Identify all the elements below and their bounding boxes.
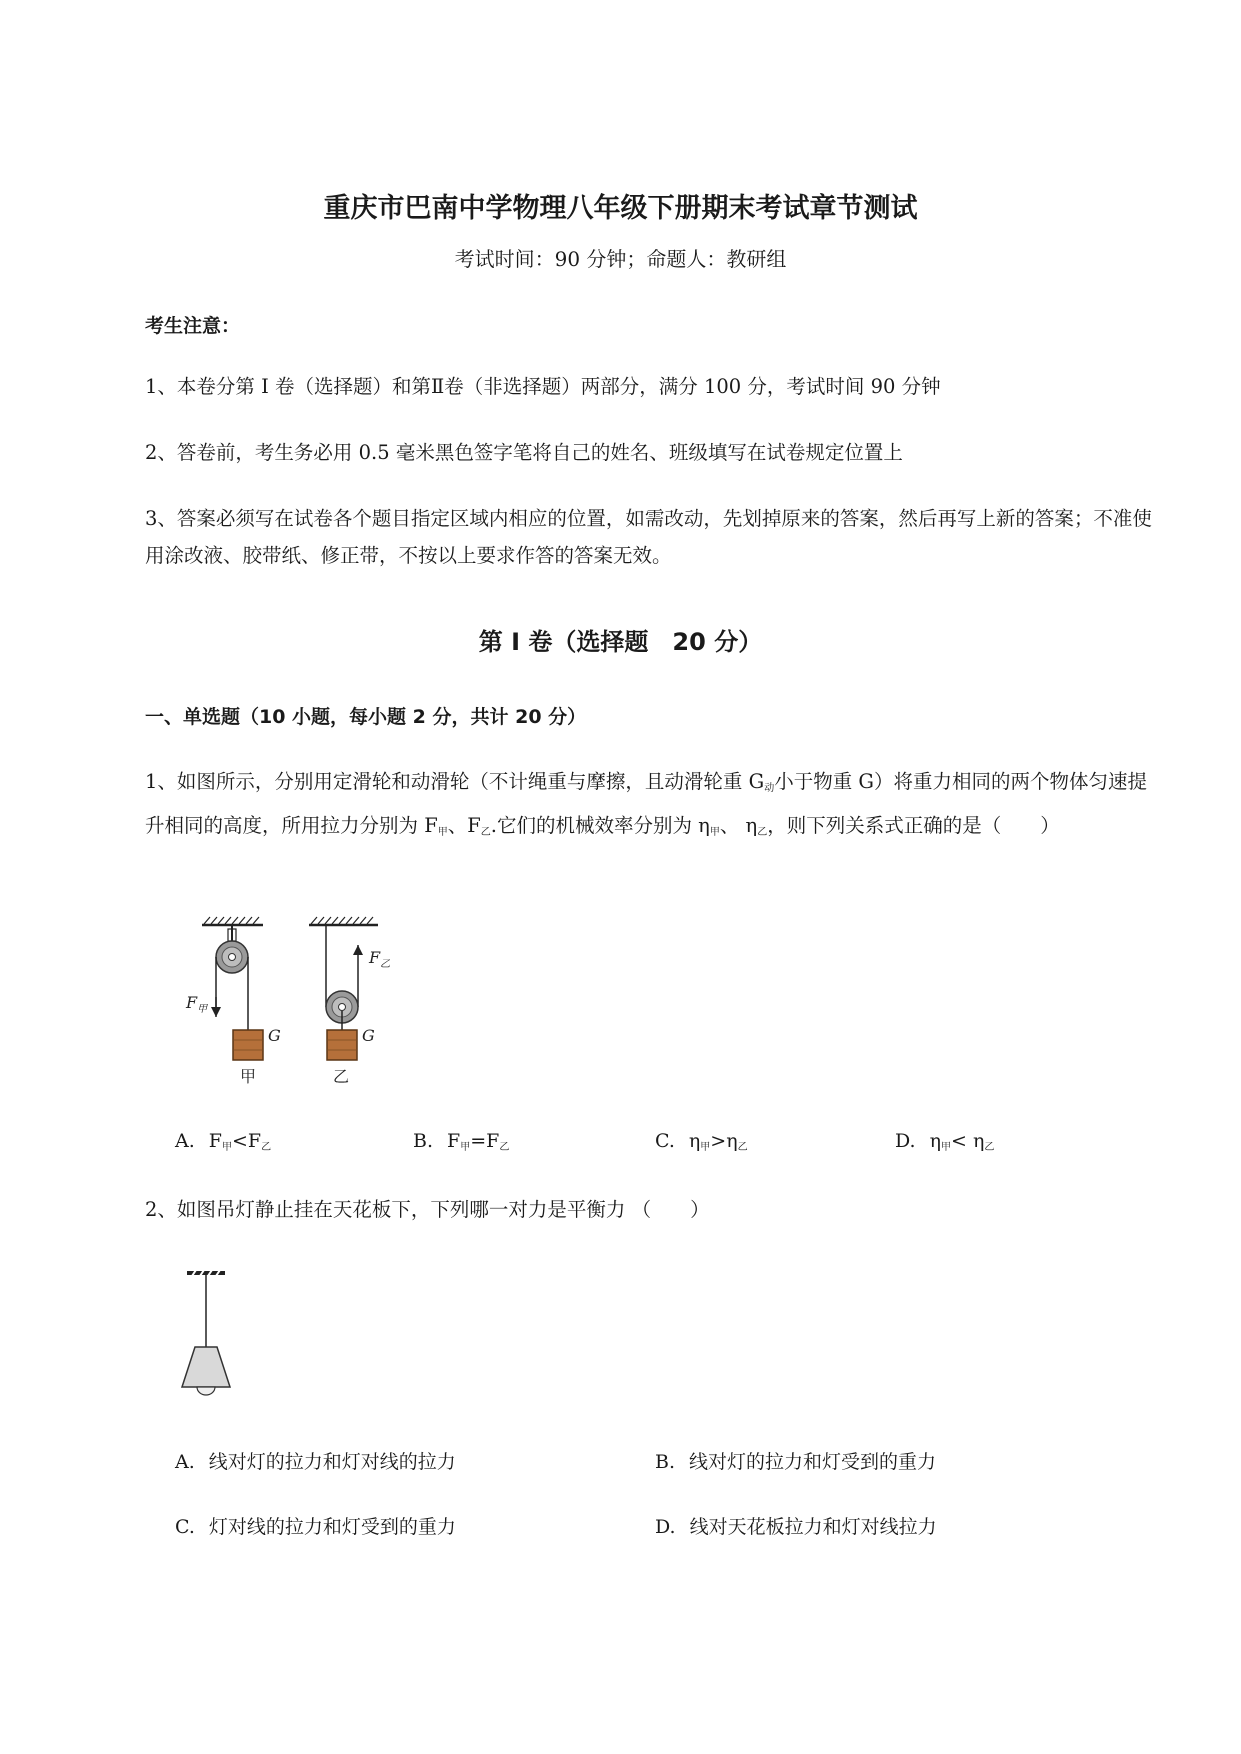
lamp-shade-icon [182, 1347, 230, 1387]
force-arrow-icon [211, 1007, 221, 1017]
q1-text: 小于物重 G）将重力相同的两个物体匀速提升相同的高度，所用拉力分别为 F [145, 770, 1147, 837]
q1-option-b[interactable]: B. $F_甲=F_乙$ [413, 1130, 510, 1153]
question-2-stem: 2、如图吊灯静止挂在天花板下，下列哪一对力是平衡力 （ ） [145, 1198, 710, 1221]
notice-item-3: 3、答案必须写在试卷各个题目指定区域内相应的位置，如需改动，先划掉原来的答案，然后再写上新的答案；不准使用涂改液、胶带纸、修正带，不按以上要求作答的答案无效。 [145, 507, 1152, 567]
q1-text: 、F [447, 814, 481, 837]
section-title: 第 I 卷（选择题 20 分） [478, 628, 763, 656]
question-1-stem [145, 763, 1155, 851]
weight-block [327, 1030, 357, 1060]
q1-subscript: 甲 [437, 827, 448, 838]
exam-subtitle: 考试时间：90 分钟；命题人：教研组 [454, 247, 787, 271]
q1-text: .它们的机械效率分别为 η [490, 814, 710, 837]
figure-label-yi: 乙 [333, 1067, 350, 1086]
q1-option-a[interactable]: A. $F_甲<F_乙$ [175, 1130, 272, 1153]
q1-subscript: 乙 [757, 827, 768, 838]
q1-subscript: 甲 [709, 827, 720, 838]
q1-subscript: 乙 [480, 827, 491, 838]
q1-option-c[interactable]: C. $\eta_甲>\eta_乙$ [655, 1130, 748, 1153]
q1-text: 、 η [719, 814, 758, 837]
q2-option-d[interactable]: D. 线对天花板拉力和灯对线拉力 [655, 1516, 937, 1538]
q2-option-a[interactable]: A. 线对灯的拉力和灯对线的拉力 [175, 1451, 456, 1473]
weight-block [233, 1030, 263, 1060]
q1-text: ，则下列关系式正确的是（ ） [767, 814, 1060, 837]
page-title: 重庆市巴南中学物理八年级下册期末考试章节测试 [323, 193, 918, 224]
light-bulb-icon [197, 1387, 215, 1395]
force-label-left: $F_甲$ [186, 993, 208, 1015]
force-label-right: $F_乙$ [369, 948, 391, 970]
figure-label-jia: 甲 [240, 1067, 257, 1086]
fixed-pulley-diagram [185, 917, 281, 1086]
pulley-figure [180, 905, 440, 1090]
notice-heading: 考生注意： [145, 315, 241, 337]
movable-pulley-diagram [309, 917, 390, 1086]
part-heading: 一、单选题（10 小题，每小题 2 分，共计 20 分） [145, 706, 587, 728]
hanging-lamp-figure [175, 1265, 250, 1400]
q1-subscript: 动 [764, 783, 775, 794]
notice-item-2: 2、答卷前，考生务必用 0.5 毫米黑色签字笔将自己的姓名、班级填写在试卷规定位置上 [145, 441, 903, 464]
q1-option-d[interactable]: D. $\eta_甲< \eta_乙$ [895, 1130, 995, 1153]
weight-label-left: G [268, 1026, 281, 1045]
q2-option-b[interactable]: B. 线对灯的拉力和灯受到的重力 [655, 1451, 937, 1473]
q1-text: 1、如图所示，分别用定滑轮和动滑轮（不计绳重与摩擦，且动滑轮重 G [145, 770, 765, 793]
force-arrow-icon [353, 945, 363, 955]
notice-item-1: 1、本卷分第 I 卷（选择题）和第Ⅱ卷（非选择题）两部分，满分 100 分，考试时间 90 分钟 [145, 375, 941, 398]
weight-label-right: G [362, 1026, 375, 1045]
q2-option-c[interactable]: C. 灯对线的拉力和灯受到的重力 [175, 1516, 456, 1538]
